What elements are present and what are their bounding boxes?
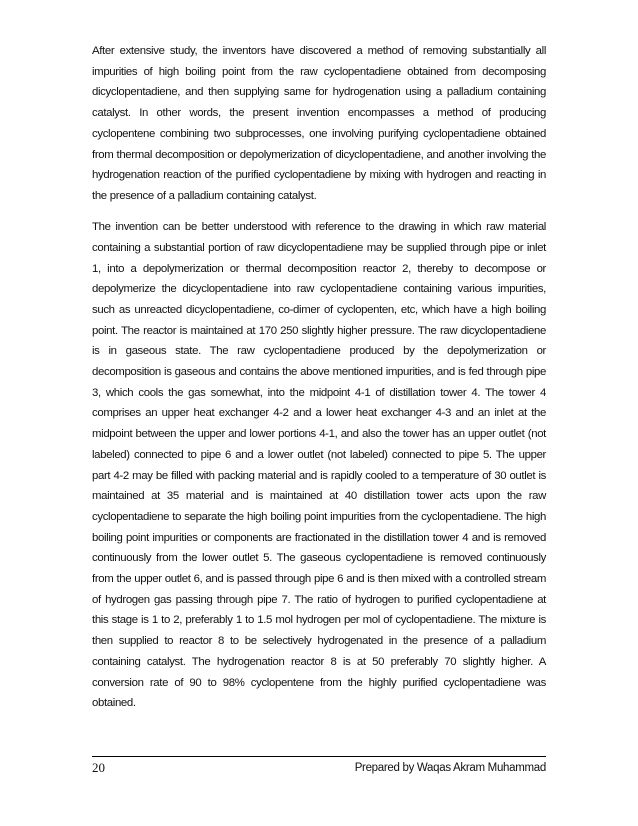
page-number: 20: [92, 760, 105, 775]
footer-divider: [92, 756, 546, 757]
body-text: [92, 41, 546, 714]
footer-credit: Prepared by Waqas Akram Muhammad: [354, 762, 546, 774]
paragraph-drawing-description: The invention can be better understood with reference to the drawing in which raw material containing a substantial portion of raw dicyclopentadiene may be supplied through pipe or inlet 1, into a depolymerization or thermal decomposition reactor 2, thereby to decompose or depolymerize the dicyclopentadiene into raw cyclopentadiene containing various impurities, such as unreacted dicyclopentadiene, co-dimer of cyclopenten, etc, which have a high boiling point. The reactor is maintained at 170 250 slightly higher pressure. The raw dicyclopentadiene is in gaseous state. The raw cyclopentadiene produced by the depolymerization or decomposition is gaseous and contains the above mentioned impurities, and is fed through pipe 3, which cools the gas somewhat, into the midpoint 4-1 of distillation tower 4. The tower 4 comprises an upper heat exchanger 4-2 and a lower heat exchanger 4-3 and an inlet at the midpoint between the upper and lower portions 4-1, and also the tower has an upper outlet (not labeled) connected to pipe 6 and a lower outlet (not labeled) connected to pipe 5. The upper part 4-2 may be filled with packing material and is rapidly cooled to a temperature of 30 outlet is maintained at 35 material and is maintained at 40 distillation tower acts upon the raw cyclopentadiene to separate the high boiling point impurities from the cyclopentadiene. The high boiling point impurities or components are fractionated in the distillation tower 4 and is removed continuously from the lower outlet 5. The gaseous cyclopentadiene is removed continuously from the upper outlet 6, and is passed through pipe 6 and is then mixed with a controlled stream of hydrogen gas passing through pipe 7. The ratio of hydrogen to purified cyclopentadiene at this stage is 1 to 2, preferably 1 to 1.5 mol hydrogen per mol of cyclopentadiene. The mixture is then supplied to reactor 8 to be selectively hydrogenated in the presence of a palladium containing catalyst. The hydrogenation reactor 8 is at 50 preferably 70 slightly higher. A conversion rate of 90 to 98% cyclopentene from the highly purified cyclopentadiene was obtained.: [92, 221, 546, 710]
paragraph-summary: After extensive study, the inventors have discovered a method of removing substantially all impurities of high boiling point from the raw cyclopentadiene obtained from decomposing dicyclopentadiene, and then supplying same for hydrogenation using a palladium containing catalyst. In other words, the present invention encompasses a method of producing cyclopentene combining two subprocesses, one involving purifying cyclopentadiene obtained from thermal decomposition or depolymerization of dicyclopentadiene, and another involving the hydrogenation reaction of the purified cyclopentadiene by mixing with hydrogen and reacting in the presence of a palladium containing catalyst.: [92, 45, 546, 202]
